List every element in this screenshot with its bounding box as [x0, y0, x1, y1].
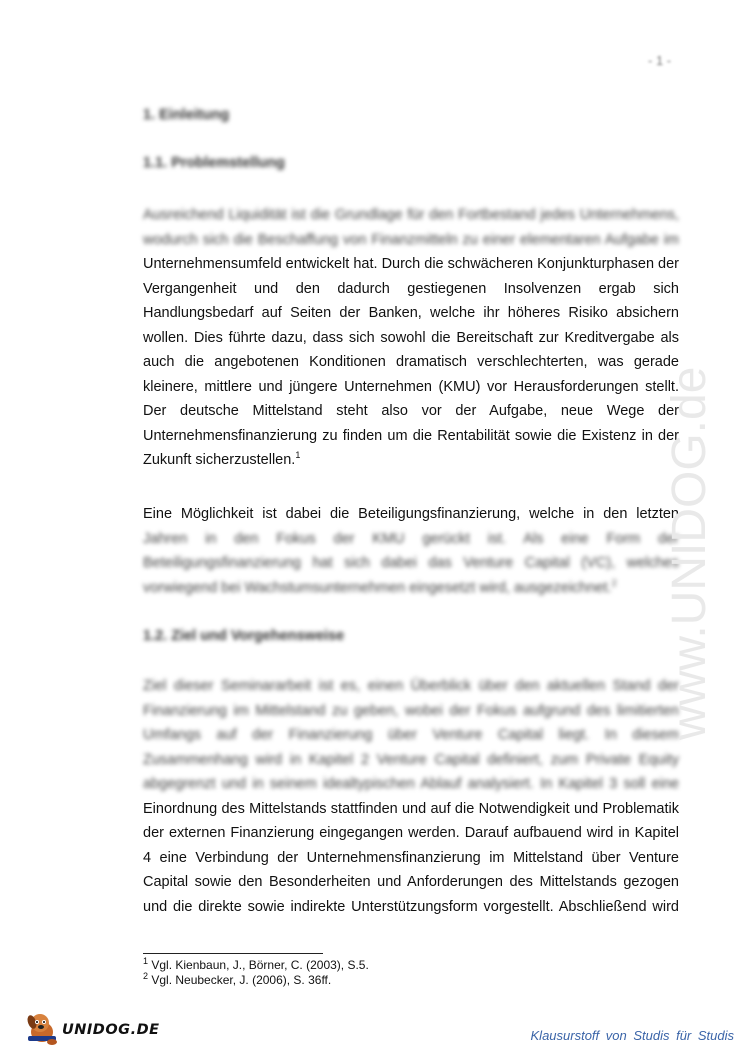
watermark: [645, 290, 750, 750]
text-line: der externen Finanzierung eingegangen werden. Darauf aufbauend wird in Kapitel: [143, 825, 679, 841]
paragraph-goal: [143, 674, 679, 919]
unidog-logo[interactable]: [22, 1010, 160, 1046]
text-line: abgegrenzt und in seinem idealtypischen Ablauf analysiert. In Kapitel 3 soll eine: [143, 776, 679, 792]
dog-mascot-icon: [22, 1010, 62, 1046]
text-line: und die direkte sowie indirekte Unterstützungsform vorgestellt. Abschließend wird: [143, 898, 679, 915]
text-line: Zusammenhang wird in Kapitel 2 Venture Capital definiert, zum Private Equity: [143, 751, 679, 768]
logo-text: UNIDOG.DE: [62, 1022, 160, 1038]
section-heading-goal: 1.2. Ziel und Vorgehensweise: [143, 628, 345, 644]
text-line: Finanzierung im Mittelstand zu geben, wobei der Fokus aufgrund des limitierten: [143, 702, 679, 719]
text-line: Handlungsbedarf auf Seiten der Banken, welche ihr höheres Risiko absichern: [143, 305, 679, 321]
text-line: Beteiligungsfinanzierung hat sich dabei das Venture Capital (VC), welches: [143, 555, 679, 571]
footnote: [143, 970, 369, 988]
text-line: wodurch sich die Beschaffung von Finanzmitteln zu einer elementaren Aufgabe im: [143, 231, 679, 248]
section-heading-introduction: 1. Einleitung: [143, 107, 230, 123]
text-line: 4 eine Verbindung der Unternehmensfinanzierung im Mittelstand über Venture: [143, 849, 679, 866]
text-line: Vergangenheit und den dadurch gestiegenen Insolvenzen ergab sich: [143, 280, 679, 297]
paragraph-possibility: [143, 502, 679, 600]
text-line: Der deutsche Mittelstand steht also vor der Aufgabe, neue Wege der: [143, 403, 679, 419]
text-line: kleinere, mittlere und jüngere Unternehmen (KMU) vor Herausforderungen stellt.: [143, 378, 679, 395]
footnote-text: Vgl. Neubecker, J. (2006), S. 36ff.: [148, 972, 332, 987]
paragraph-problem: [143, 203, 679, 473]
text-line-content: Zukunft sicherzustellen.: [143, 452, 296, 468]
footnote-text: Vgl. Kienbaun, J., Börner, C. (2003), S.5.: [148, 958, 369, 972]
footnote: [143, 958, 369, 973]
text-line: Capital sowie den Besonderheiten und Anforderungen des Mittelstands gezogen: [143, 874, 679, 890]
footnote-ref: 2: [611, 577, 617, 588]
text-line: Umfangs auf der Finanzierung über Venture Capital liegt. In diesem: [143, 727, 679, 743]
text-line: [143, 576, 679, 601]
page-number: - 1 -: [648, 53, 672, 68]
watermark-text: www.UNIDOG.de: [663, 366, 716, 740]
footnote-number: 1: [143, 956, 149, 966]
text-line: Jahren in den Fokus der KMU gerückt ist. Als eine Form der: [143, 530, 679, 547]
footnote-ref: 1: [295, 450, 301, 461]
text-line: Ausreichend Liquidität ist die Grundlage für den Fortbestand jedes Unternehmens,: [143, 207, 679, 223]
footnote-divider: [143, 953, 323, 954]
text-line-content: vorwiegend bei Wachstumsunternehmen eingesetzt wird, ausgezeichnet.: [143, 579, 612, 596]
text-line: Ziel dieser Seminararbeit ist es, einen Überblick über den aktuellen Stand der: [143, 678, 679, 694]
text-line: Unternehmensfinanzierung zu finden um die Rentabilität sowie die Existenz in der: [143, 427, 679, 444]
text-line: Unternehmensumfeld entwickelt hat. Durch die schwächeren Konjunkturphasen der: [143, 256, 679, 272]
section-heading-problem: 1.1. Problemstellung: [143, 155, 285, 171]
text-line: Eine Möglichkeit ist dabei die Beteiligungsfinanzierung, welche in den letzten: [143, 506, 679, 522]
text-line: [143, 448, 679, 473]
footer-tagline: Klausurstoff von Studis für Studis: [530, 1028, 734, 1043]
text-line: wollen. Dies führte dazu, dass sich sowohl die Bereitschaft zur Kreditvergabe als: [143, 329, 679, 346]
text-line: Einordnung des Mittelstands stattfinden und auf die Notwendigkeit und Problematik: [143, 800, 679, 817]
footnotes: [143, 958, 369, 987]
text-line: auch die angebotenen Konditionen dramatisch verschlechterten, was gerade: [143, 354, 679, 370]
footnote-number: 2: [143, 970, 149, 981]
